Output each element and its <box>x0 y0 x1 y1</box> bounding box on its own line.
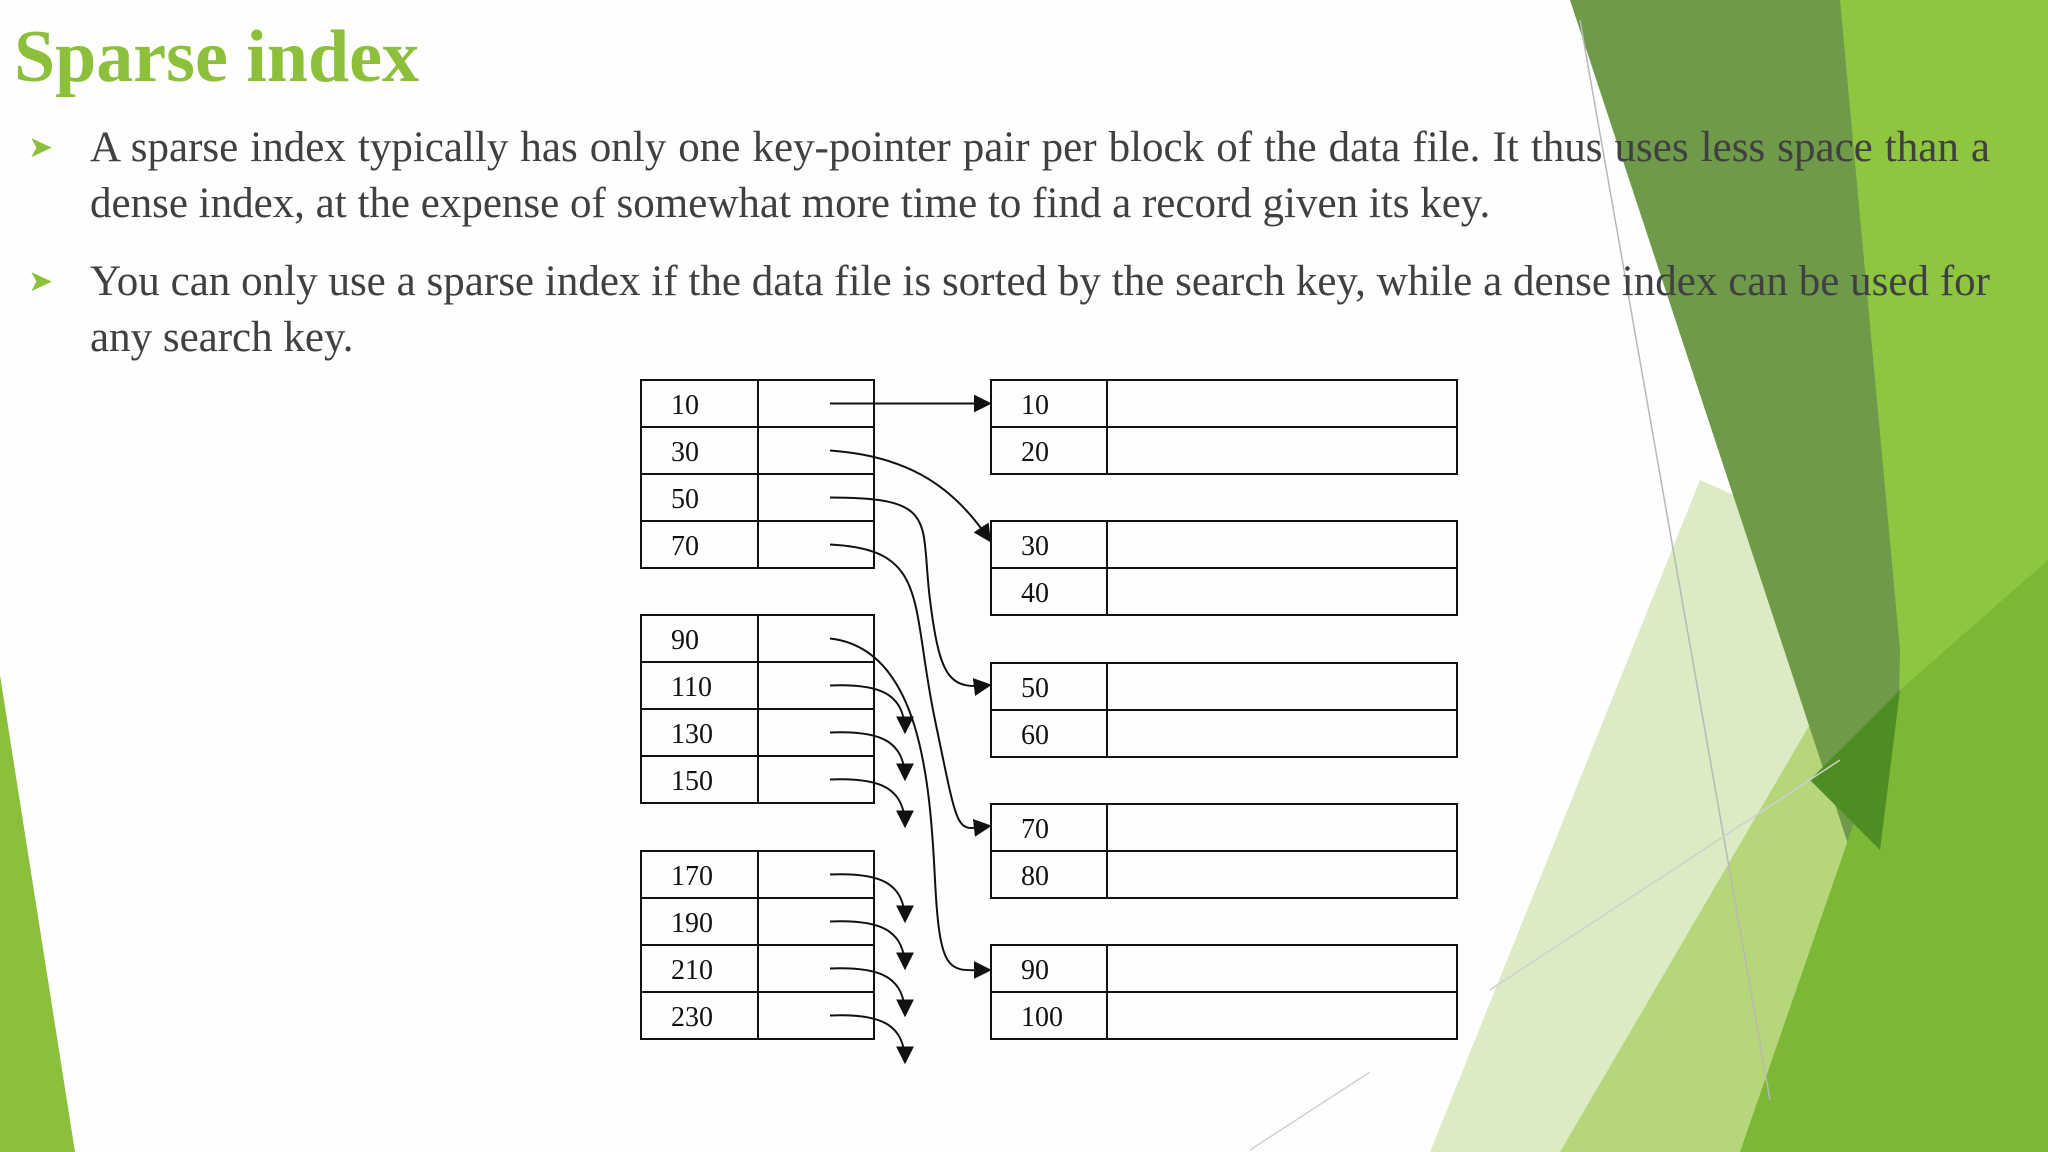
data-key: 70 <box>1021 814 1049 845</box>
data-key: 10 <box>1021 390 1049 421</box>
index-key: 70 <box>671 531 699 562</box>
data-block <box>991 380 1457 474</box>
data-key: 90 <box>1021 955 1049 986</box>
pointer-arrow <box>830 639 990 971</box>
index-blocks <box>641 380 874 1039</box>
index-block <box>641 615 874 803</box>
data-key: 30 <box>1021 531 1049 562</box>
index-key: 30 <box>671 437 699 468</box>
index-block <box>641 851 874 1039</box>
arrowhead-bullet-icon: ➤ <box>28 264 54 299</box>
index-key: 10 <box>671 390 699 421</box>
data-block <box>991 804 1457 898</box>
data-block <box>991 521 1457 615</box>
data-key: 80 <box>1021 861 1049 892</box>
pointer-arrow <box>830 498 990 687</box>
index-key: 130 <box>671 719 713 750</box>
index-key: 90 <box>671 625 699 656</box>
data-key: 60 <box>1021 720 1049 751</box>
pointer-arrow <box>830 451 990 542</box>
data-key: 40 <box>1021 578 1049 609</box>
index-key: 110 <box>671 672 712 703</box>
data-block <box>991 663 1457 757</box>
data-blocks <box>991 380 1457 1039</box>
index-key: 170 <box>671 861 713 892</box>
index-key: 50 <box>671 484 699 515</box>
arrowhead-bullet-icon: ➤ <box>28 130 54 165</box>
data-key: 50 <box>1021 673 1049 704</box>
pointer-arrows <box>830 404 990 1063</box>
bullet-text: A sparse index typically has only one key-pointer pair per block of the data file. It thus uses less space than a dense index, at the expense of somewhat more time to find a record given its key. <box>90 124 1990 227</box>
data-key: 20 <box>1021 437 1049 468</box>
bullet-text: You can only use a sparse index if the data file is sorted by the search key, while a dense index can be used for any search key. <box>90 258 1990 361</box>
index-block <box>641 380 874 568</box>
index-key: 210 <box>671 955 713 986</box>
index-key: 150 <box>671 766 713 797</box>
data-key: 100 <box>1021 1002 1063 1033</box>
index-key: 190 <box>671 908 713 939</box>
index-key: 230 <box>671 1002 713 1033</box>
slide-title: Sparse index <box>14 16 420 98</box>
data-block <box>991 945 1457 1039</box>
